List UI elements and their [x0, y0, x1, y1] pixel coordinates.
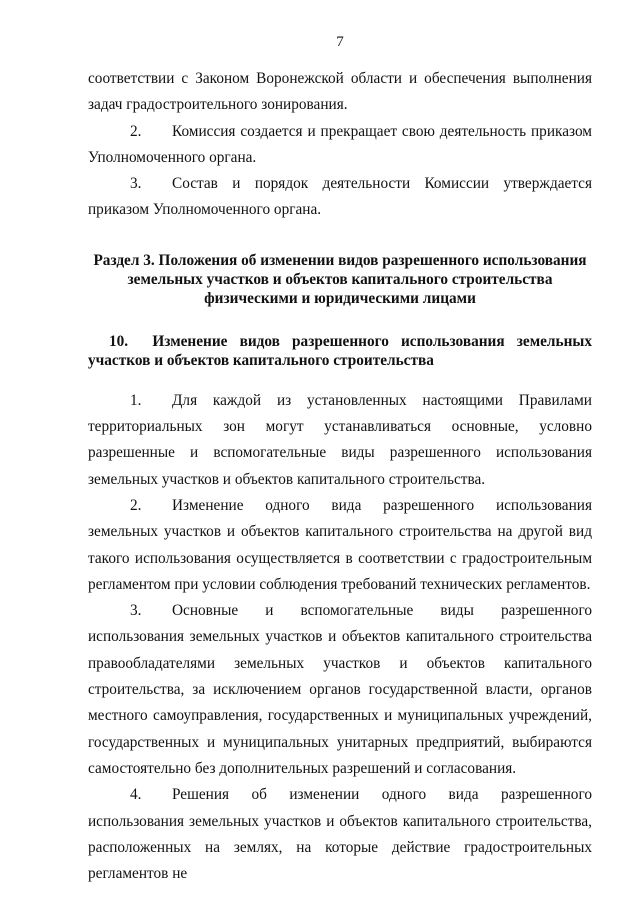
article-paragraph-3	[88, 598, 592, 782]
paragraph-number: 1.	[130, 391, 142, 409]
paragraph-number: 2.	[130, 496, 142, 514]
paragraph-text: Изменение одного вида разрешенного использования земельных участков и объектов капитального строительства на другой вид такого использования осуществляется в соответствии с градостроительным регламентом при условии соблюдения требований технических регламентов.	[88, 496, 592, 593]
section-heading-line: Раздел 3. Положения об изменении видов разрешенного использования	[93, 251, 587, 269]
document-body	[88, 66, 592, 887]
article-paragraph-2	[88, 493, 592, 598]
section-heading-line: земельных участков и объектов капитального строительства	[127, 270, 553, 288]
article-heading	[88, 332, 592, 370]
paragraph-text: Комиссия создается и прекращает свою деятельность приказом Уполномоченного органа.	[88, 122, 592, 166]
paragraph-text: Для каждой из установленных настоящими Правилами территориальных зон могут устанавливаться основные, условно разрешенные и вспомогательные виды разрешенного использования земельных участков и объектов капитального строительства.	[88, 391, 592, 488]
paragraph-continuation	[88, 66, 592, 119]
section-heading	[88, 251, 592, 308]
article-paragraph-1	[88, 388, 592, 493]
paragraph-text: Состав и порядок деятельности Комиссии утверждается приказом Уполномоченного органа.	[88, 175, 592, 219]
paragraph-item-3	[88, 171, 592, 224]
paragraph-text: соответствии с Законом Воронежской области и обеспечения выполнения задач градостроительного зонирования.	[88, 70, 592, 114]
paragraph-number: 3.	[130, 175, 142, 193]
section-heading-line: физическими и юридическими лицами	[204, 289, 476, 307]
article-title-text: Изменение видов разрешенного использования земельных участков и объектов капитального строительства	[88, 332, 592, 369]
paragraph-item-2	[88, 119, 592, 172]
article-paragraph-4	[88, 782, 592, 887]
paragraph-number: 2.	[130, 122, 142, 140]
paragraph-text: Основные и вспомогательные виды разрешенного использования земельных участков и объектов капитального строительства правообладателями земельных участков и объектов капитального строительства, за исключением органов государственной власти, органов местного самоуправления, государственных и муниципальных учреждений, государственных и муниципальных унитарных предприятий, выбираются самостоятельно без дополнительных разрешений и согласования.	[88, 602, 592, 777]
paragraph-number: 4.	[130, 786, 142, 804]
paragraph-number: 3.	[130, 602, 142, 620]
page-number: 7	[336, 34, 344, 50]
article-number: 10.	[109, 332, 129, 350]
paragraph-text: Решения об изменении одного вида разрешенного использования земельных участков и объектов капитального строительства, расположенных на землях, на которые действие градостроительных регламентов не	[88, 786, 592, 883]
